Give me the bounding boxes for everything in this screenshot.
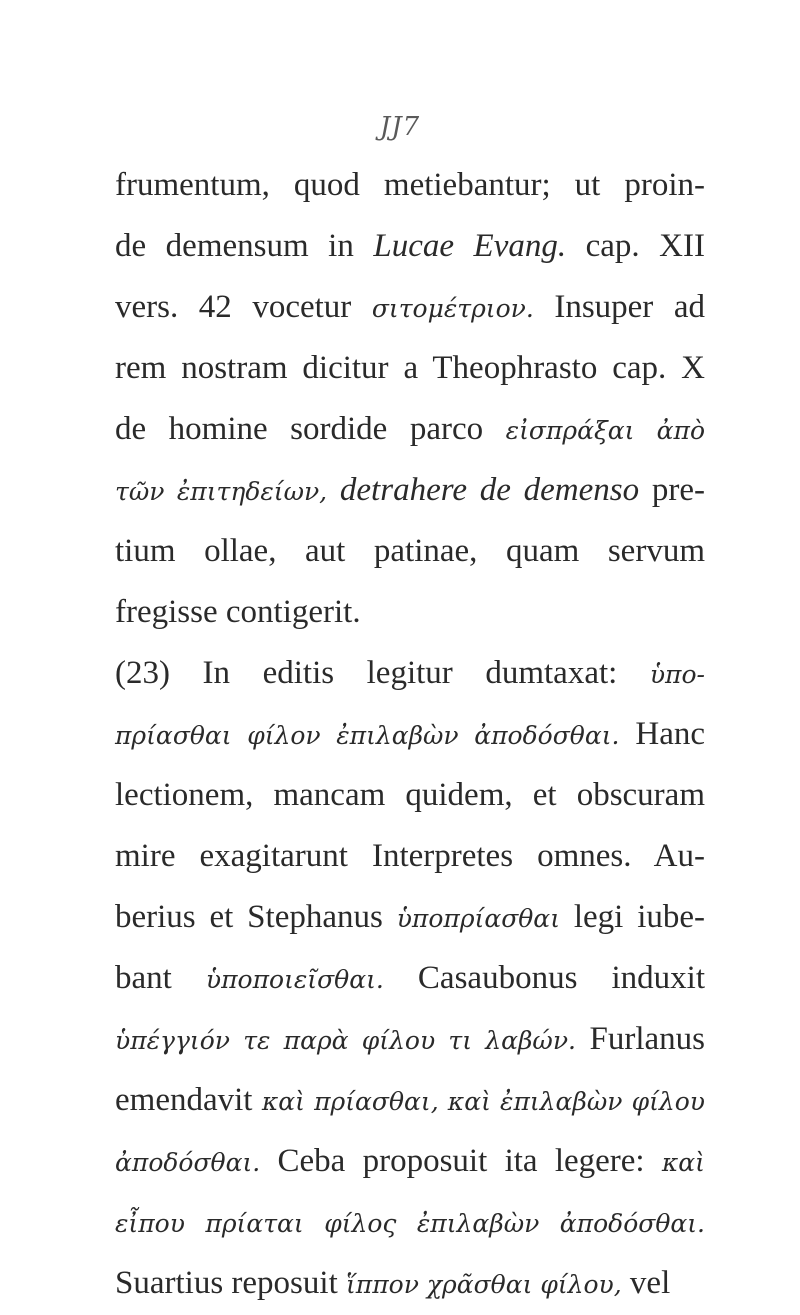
- text-line: [115, 826, 705, 887]
- text-line: [115, 1070, 705, 1131]
- text-line: [115, 155, 705, 216]
- latin-text: mire exagitarunt Interpretes omnes. Au-: [115, 838, 705, 874]
- greek-text: καὶ: [661, 1148, 705, 1177]
- text-line: [115, 704, 705, 765]
- text-line: [115, 765, 705, 826]
- latin-text: (23) In editis legitur dumtaxat:: [115, 655, 650, 691]
- text-line: [115, 1192, 705, 1253]
- latin-text: de homine sordide parco: [115, 411, 506, 447]
- text-line: [115, 460, 705, 521]
- latin-text: tium ollae, aut patinae, quam servum: [115, 533, 705, 569]
- greek-text: καὶ πρίασθαι, καὶ ἐπιλαβὼν φίλου: [261, 1087, 705, 1116]
- text-line: [115, 948, 705, 1009]
- greek-text: σιτομέτριον.: [371, 294, 534, 323]
- latin-text: frumentum, quod metiebantur; ut proin-: [115, 167, 705, 203]
- italic-text: Lucae Evang.: [373, 228, 567, 264]
- latin-text: Insuper ad: [533, 289, 705, 325]
- greek-text: εἶπου πρίαται φίλος ἐπιλαβὼν ἀποδόσθαι.: [115, 1209, 705, 1238]
- greek-text: ἵππον χρᾶσθαι φίλου,: [345, 1270, 622, 1299]
- latin-text: cap. XII: [566, 228, 705, 264]
- text-line: [115, 338, 705, 399]
- greek-text: ὑπέγγιόν τε παρὰ φίλου τι λαβών.: [115, 1026, 576, 1055]
- greek-text: τῶν ἐπιτηδείων,: [115, 477, 328, 506]
- latin-text: pre-: [639, 472, 705, 508]
- text-line: [115, 277, 705, 338]
- latin-text: fregisse contigerit.: [115, 594, 361, 630]
- text-line: [115, 399, 705, 460]
- greek-text: εἰσπράξαι ἀπὸ: [505, 416, 706, 445]
- italic-text: detrahere de demenso: [339, 472, 640, 508]
- latin-text: emendavit: [115, 1082, 262, 1118]
- text-line: [115, 582, 705, 643]
- text-line: [115, 1009, 705, 1070]
- latin-text: vers. 42 vocetur: [115, 289, 372, 325]
- text-line: [115, 216, 705, 277]
- latin-text: bant: [115, 960, 206, 996]
- text-line: [115, 1131, 705, 1192]
- text-line: [115, 1253, 705, 1314]
- latin-text: legi iube-: [560, 899, 706, 935]
- latin-text: vel: [621, 1265, 671, 1301]
- latin-text: Casaubonus induxit: [383, 960, 705, 996]
- greek-text: πρίασθαι φίλον ἐπιλαβὼν ἀποδόσθαι.: [115, 721, 620, 750]
- latin-text: Furlanus: [575, 1021, 705, 1057]
- greek-text: ὑποποιεῖσθαι.: [205, 965, 384, 994]
- text-line: [115, 643, 705, 704]
- latin-text: Hanc: [619, 716, 705, 752]
- latin-text: berius et Stephanus: [115, 899, 397, 935]
- latin-text: de demensum in: [115, 228, 374, 264]
- latin-text: Ceba proposuit ita legere:: [260, 1143, 662, 1179]
- greek-text: ἀποδόσθαι.: [115, 1148, 261, 1177]
- page-folio: JJ7: [379, 112, 421, 142]
- greek-text: ὑπο-: [649, 660, 705, 689]
- latin-text: lectionem, mancam quidem, et obscuram: [115, 777, 705, 813]
- latin-text: Suartius reposuit: [115, 1265, 346, 1301]
- body-text: [115, 155, 705, 1314]
- latin-text: rem nostram dicitur a Theophrasto cap. X: [115, 350, 705, 386]
- greek-text: ὑποπρίασθαι: [396, 904, 560, 933]
- latin-text: [327, 472, 340, 508]
- text-line: [115, 521, 705, 582]
- text-line: [115, 887, 705, 948]
